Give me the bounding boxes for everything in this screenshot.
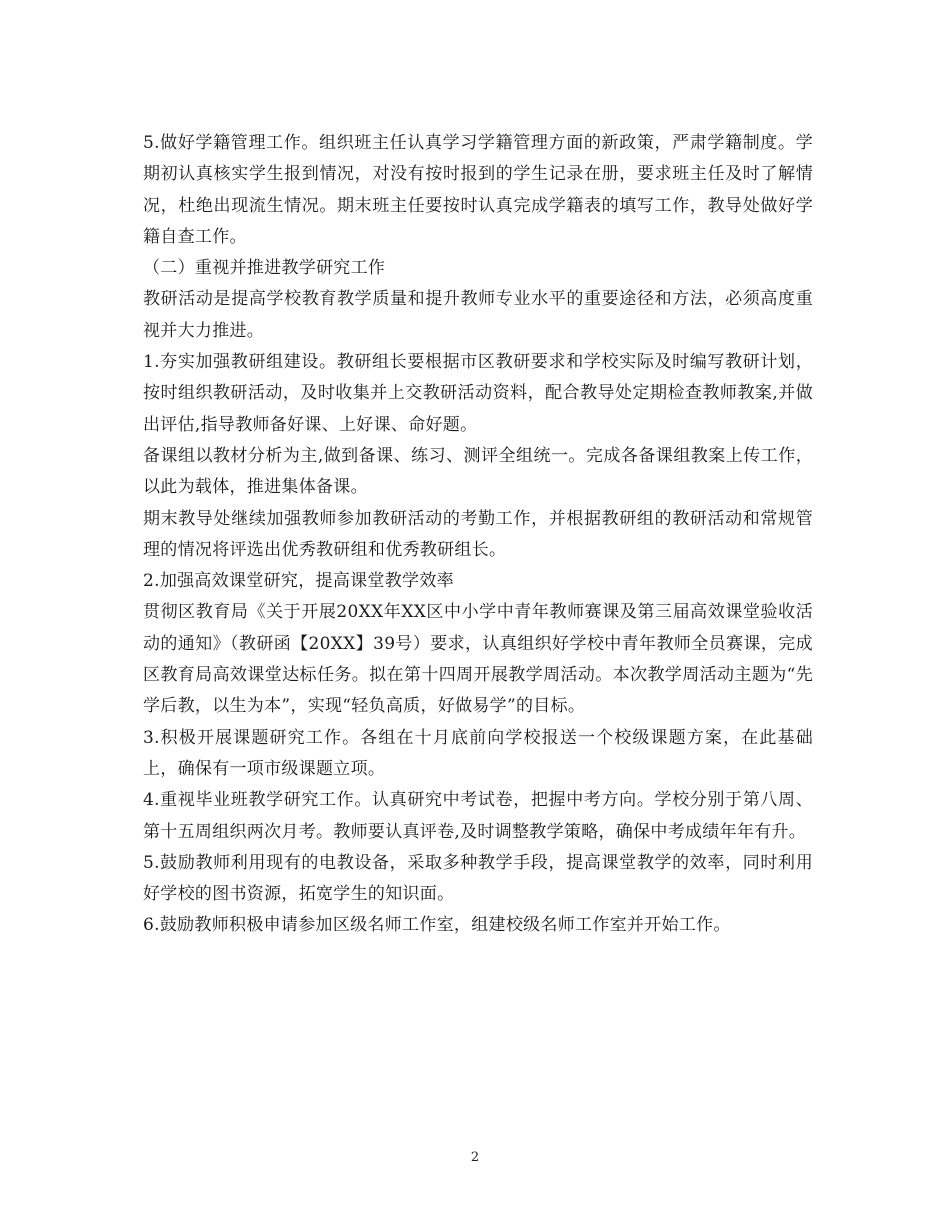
paragraph-research-group: 1.夯实加强教研组建设。教研组长要根据市区教研要求和学校实际及时编写教研计划，按时组织教研活动，及时收集并上交教研活动资料，配合教导处定期检查教师教案,并做出评估,指导教师备好课、上好课、命好题。 (143, 352, 813, 435)
paragraph-research-projects: 3.积极开展课题研究工作。各组在十月底前向学校报送一个校级课题方案，在此基础上，确保有一项市级课题立项。 (143, 727, 813, 779)
paragraph-teaching-equipment: 5.鼓励教师利用现有的电教设备，采取多种教学手段，提高课堂教学的效率，同时利用好学校的图书资源，拓宽学生的知识面。 (143, 852, 813, 905)
document-body (143, 128, 813, 942)
section-heading-teaching-research: （二）重视并推进教学研究工作 (143, 258, 386, 279)
paragraph-student-records: 5.做好学籍管理工作。组织班主任认真学习学籍管理方面的新政策，严肃学籍制度。学期初认真核实学生报到情况，对没有按时报到的学生记录在册，要求班主任及时了解情况，杜绝出现流生情况。期末班主任要按时认真完成学籍表的填写工作，教导处做好学籍自查工作。 (143, 133, 813, 247)
paragraph-research-intro: 教研活动是提高学校教育教学质量和提升教师专业水平的重要途径和方法，必须高度重视并大力推进。 (143, 289, 813, 341)
paragraph-graduating-class: 4.重视毕业班教学研究工作。认真研究中考试卷，把握中考方向。学校分别于第八周、第十五周组织两次月考。教师要认真评卷,及时调整教学策略，确保中考成绩年年有升。 (143, 790, 813, 842)
page-number: 2 (470, 1150, 480, 1165)
paragraph-lesson-prep-group: 备课组以教材分析为主,做到备课、练习、测评全组统一。完成各备课组教案上传工作，以此为载体，推进集体备课。 (143, 445, 813, 498)
paragraph-efficient-classroom-heading: 2.加强高效课堂研究，提高课堂教学效率 (143, 571, 454, 592)
paragraph-master-teacher-studio: 6.鼓励教师积极申请参加区级名师工作室，组建校级名师工作室并开始工作。 (143, 915, 731, 936)
paragraph-competition-notice: 贯彻区教育局《关于开展20XX年XX区中小学中青年教师赛课及第三届高效课堂验收活动的通知》（教研函【20XX】39号）要求，认真组织好学校中青年教师全员赛课，完成区教育局高效课堂达标任务。拟在第十四周开展教学周活动。本次教学周活动主题为“先学后教，以生为本”，实现“轻负高质，好做易学”的目标。 (143, 602, 813, 717)
paragraph-term-end-review: 期末教导处继续加强教师参加教研活动的考勤工作，并根据教研组的教研活动和常规管理的情况将评选出优秀教研组和优秀教研组长。 (143, 508, 813, 560)
